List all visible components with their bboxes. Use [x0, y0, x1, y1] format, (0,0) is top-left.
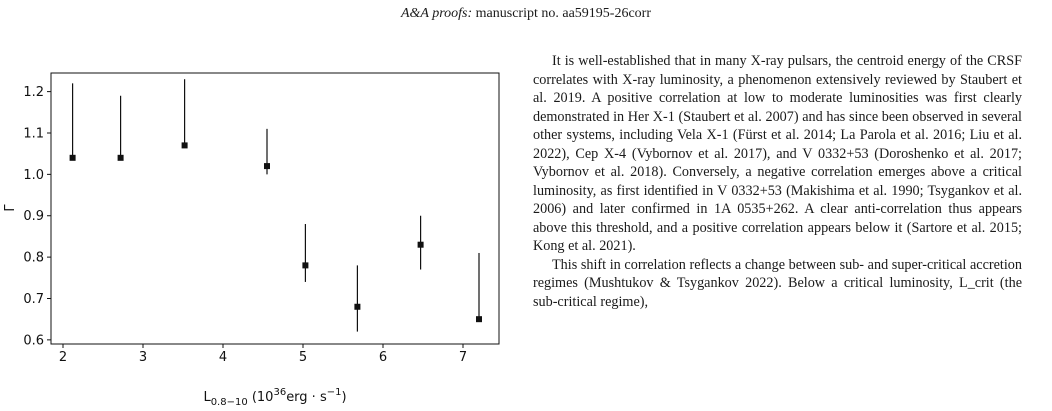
y-tick-label: 0.9: [23, 209, 44, 225]
paragraph-crsf-correlation: It is well-established that in many X-ray pulsars, the centroid energy of the CRSF correlates with X-ray luminosity, a phenomenon extensively reviewed by Staubert et al. 2019. A positive correlation at low to moderate luminosities was first clearly demonstrated in Her X-1 (Staubert et al. 2007) and has since been observed in several other systems, including Vela X-1 (Fürst et al. 2014; La Parola et al. 2016; Liu et al. 2022), Cep X-4 (Vybornov et al. 2017), and V 0332+53 (Doroshenko et al. 2017; Vybornov et al. 2018). Conversely, a negative correlation emerges above a critical luminosity, as first identified in V 0332+53 (Makishima et al. 1990; Tsygankov et al. 2006) and later confirmed in 1A 0535+262. A clear anti-correlation thus appears above this threshold, and a positive correlation appears below it (Sartore et al. 2015; Kong et al. 2021).: [533, 53, 1022, 254]
data-point-marker: [302, 262, 308, 268]
y-tick-label: 1.1: [23, 126, 44, 142]
data-point-marker: [264, 163, 270, 169]
plot-frame: [51, 73, 499, 344]
x-tick-label: 2: [58, 350, 68, 365]
data-point-marker: [354, 304, 360, 310]
data-point-marker: [476, 316, 482, 322]
y-tick-label: 0.6: [23, 333, 44, 349]
data-point-marker: [418, 242, 424, 248]
y-tick-label: 1.2: [23, 85, 44, 101]
data-points: [70, 79, 482, 331]
x-axis-label: $L_{0.8-10}$ $(10^{36}erg \cdot s^{-1})$: [203, 387, 347, 408]
data-point-marker: [118, 155, 124, 161]
x-tick-label: 5: [298, 350, 308, 365]
x-tick-label: 4: [218, 350, 228, 365]
manuscript-id: manuscript no. aa59195-26corr: [472, 6, 651, 21]
journal-name: A&A proofs:: [400, 6, 473, 21]
y-tick-label: 0.8: [23, 250, 44, 266]
y-axis-ticks: [23, 85, 51, 348]
data-point-marker: [182, 142, 188, 148]
data-point-marker: [70, 155, 76, 161]
gamma-vs-luminosity-chart: [0, 70, 520, 411]
x-tick-label: 6: [378, 350, 388, 365]
body-text-column: [533, 52, 1022, 311]
x-tick-label: 7: [458, 350, 468, 365]
y-tick-label: 0.7: [23, 291, 44, 307]
x-tick-label: 3: [138, 350, 148, 365]
page-header: [0, 6, 1052, 22]
y-tick-label: 1.0: [23, 167, 44, 183]
y-axis-label: Γ: [3, 204, 18, 212]
x-axis-ticks: [59, 344, 467, 365]
paragraph-accretion-regimes: This shift in correlation reflects a change between sub- and super-critical accretion regimes (Mushtukov & Tsygankov 2022). Below a critical luminosity, L_crit (the sub-critical regime),: [533, 256, 1022, 310]
